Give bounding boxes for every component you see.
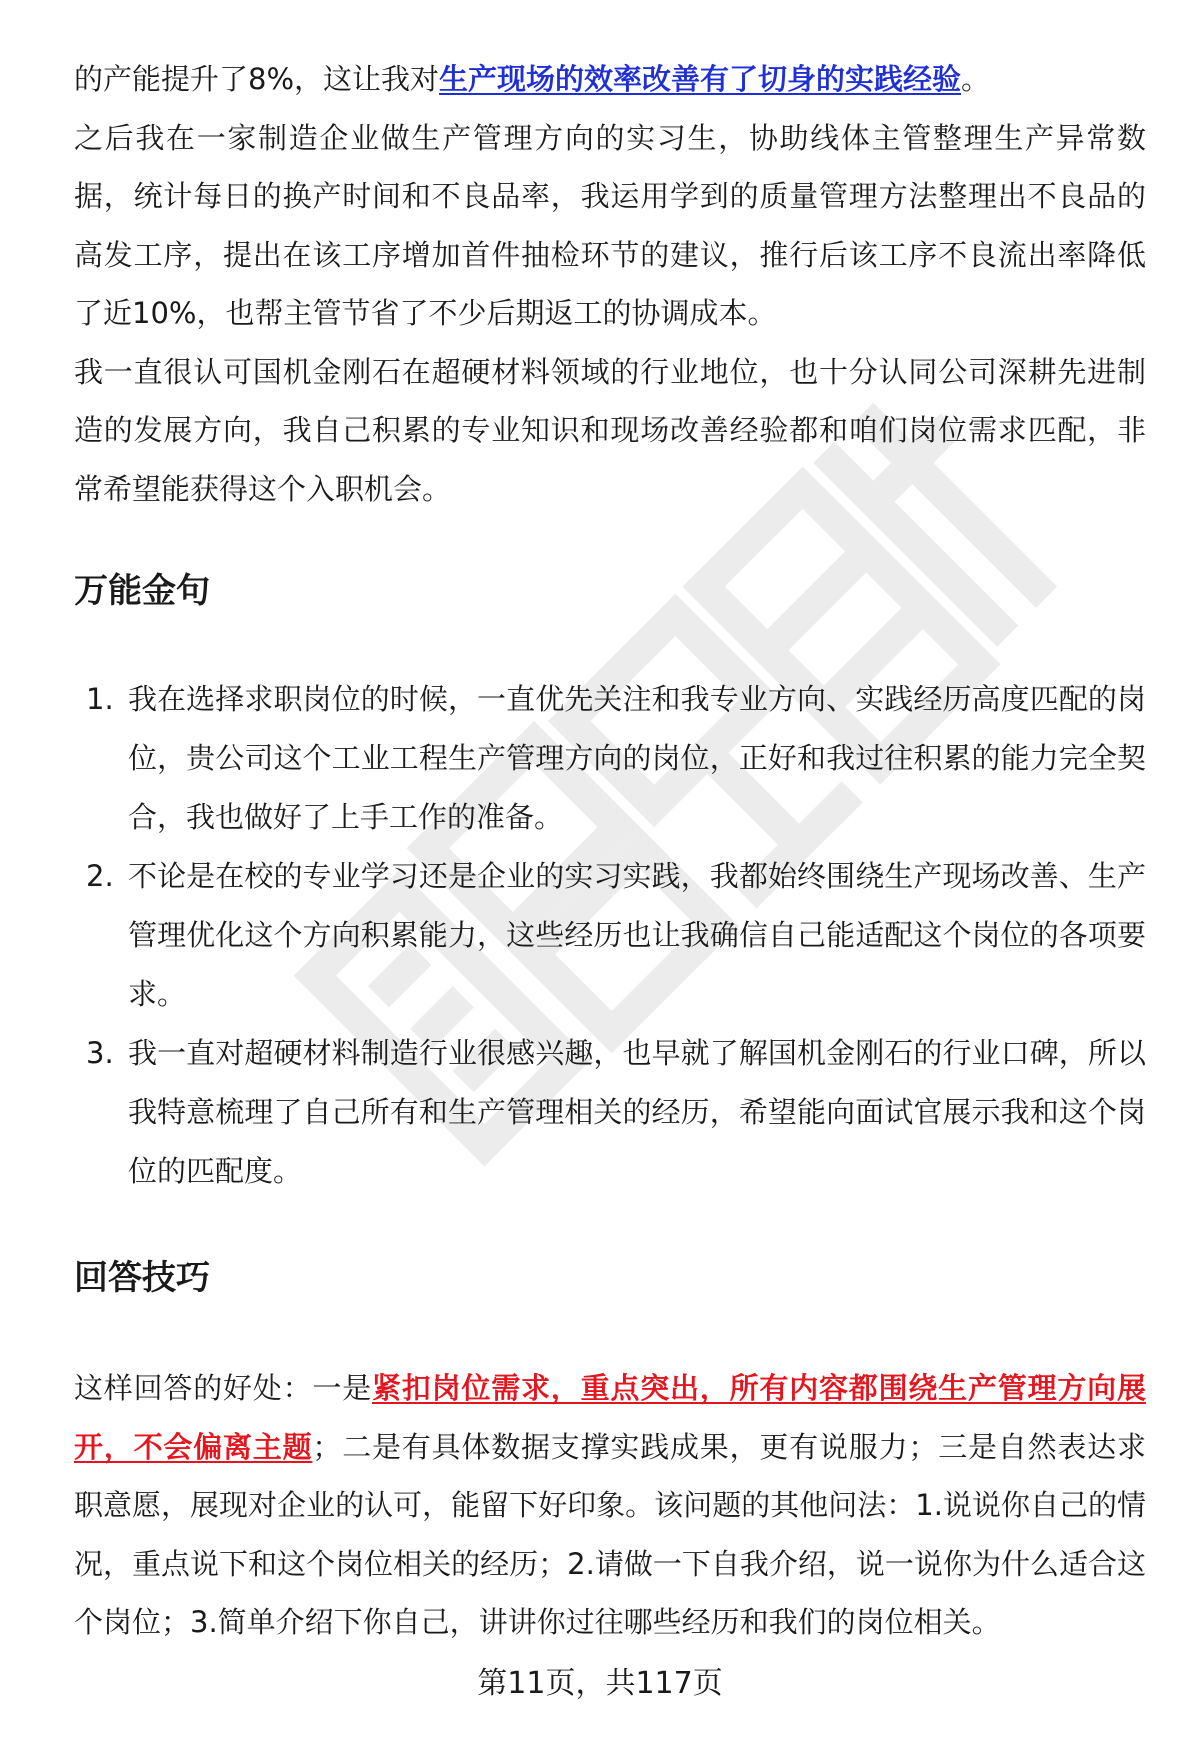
- list-item-text: 不论是在校的专业学习还是企业的实习实践，我都始终围绕生产现场改善、生产管理优化这个方向积累能力，这些经历也让我确信自己能适配这个岗位的各项要求。: [128, 859, 1146, 1011]
- intro-paragraph-1: [74, 50, 1146, 109]
- intro-p1-prefix: 的产能提升了8%，这让我对: [74, 62, 440, 96]
- intro-paragraph-2: 之后我在一家制造企业做生产管理方向的实习生，协助线体主管整理生产异常数据，统计每日的换产时间和不良品率，我运用学到的质量管理方法整理出不良品的高发工序，提出在该工序增加首件抽检环节的建议，推行后该工序不良流出率降低了近10%，也帮主管节省了不少后期返工的协调成本。: [74, 120, 1146, 330]
- section-title-golden-sentences: 万能金句: [74, 571, 210, 611]
- intro-paragraph-3: 我一直很认可国机金刚石在超硬材料领域的行业地位，也十分认同公司深耕先进制造的发展方向，我自己积累的专业知识和现场改善经验都和咱们岗位需求匹配，非常希望能获得这个入职机会。: [74, 354, 1146, 506]
- golden-sentence-list: [74, 670, 1146, 1201]
- list-item-number: 1.: [86, 682, 114, 716]
- tips-prefix: 这样回答的好处：一是: [74, 1371, 372, 1405]
- list-item-number: 3.: [86, 1036, 114, 1070]
- list-item-text: 我在选择求职岗位的时候，一直优先关注和我专业方向、实践经历高度匹配的岗位，贵公司这个工业工程生产管理方向的岗位，正好和我过往积累的能力完全契合，我也做好了上手工作的准备。: [128, 682, 1146, 834]
- intro-p1-highlight: 生产现场的效率改善有了切身的实践经验: [439, 62, 962, 96]
- tips-highlight: 紧扣岗位需求，重点突出，所有内容都围绕生产管理方向展开，不会偏离主题: [74, 1371, 1146, 1464]
- list-item: [74, 1024, 1146, 1201]
- page-number-footer: 第11页，共117页: [477, 1666, 723, 1701]
- main-content: [74, 50, 1146, 1652]
- list-item-number: 2.: [86, 859, 114, 893]
- list-item: [74, 847, 1146, 1024]
- tips-paragraph: [74, 1359, 1146, 1652]
- list-item-text: 我一直对超硬材料制造行业很感兴趣，也早就了解国机金刚石的行业口碑，所以我特意梳理了自己所有和生产管理相关的经历，希望能向面试官展示我和这个岗位的匹配度。: [128, 1036, 1146, 1188]
- intro-p1-suffix: 。: [961, 62, 991, 96]
- section-title-answer-tips: 回答技巧: [74, 1258, 210, 1298]
- list-item: [74, 670, 1146, 847]
- tips-suffix: ；二是有具体数据支撑实践成果，更有说服力；三是自然表达求职意愿，展现对企业的认可，能留下好印象。该问题的其他问法：1.说说你自己的情况，重点说下和这个岗位相关的经历；2.请做一下自我介绍，说一说你为什么适合这个岗位；3.简单介绍下你自己，讲讲你过往哪些经历和我们的岗位相关。: [74, 1429, 1146, 1639]
